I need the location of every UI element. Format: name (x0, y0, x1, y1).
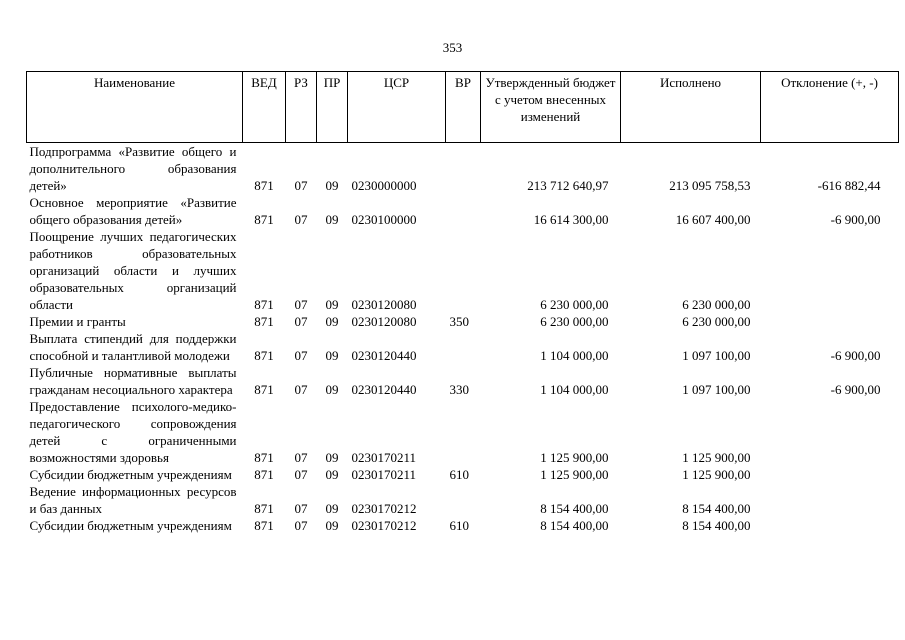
row-approved: 8 154 400,00 (540, 501, 609, 516)
row-csr: 0230170211 (351, 450, 417, 465)
header-rz: РЗ (286, 72, 317, 143)
row-rz: 07 (294, 467, 308, 482)
row-ved: 871 (254, 297, 274, 312)
row-name: Поощрение лучших педагогических работников образовательных организаций области и лучших образовательных организаций области (29, 229, 237, 312)
row-deviation (761, 483, 899, 517)
row-pr: 09 (325, 212, 339, 227)
row-pr: 09 (325, 348, 339, 363)
row-deviation (761, 466, 899, 483)
row-pr: 09 (325, 518, 339, 533)
row-approved: 6 230 000,00 (540, 297, 609, 312)
table-row (27, 143, 899, 195)
row-name: Субсидии бюджетным учреждениям (29, 467, 232, 482)
row-rz: 07 (294, 348, 308, 363)
row-ved: 871 (254, 348, 274, 363)
row-name: Публичные нормативные выплаты гражданам несоциального характера (29, 365, 237, 397)
row-vr (446, 143, 481, 195)
row-csr: 0230120080 (351, 297, 417, 312)
row-rz: 07 (294, 382, 308, 397)
row-deviation: -6 900,00 (830, 348, 881, 363)
row-vr: 350 (449, 314, 469, 329)
header-deviation: Отклонение (+, -) (761, 72, 899, 143)
row-name: Премии и гранты (29, 314, 126, 329)
header-name: Наименование (27, 72, 243, 143)
row-deviation: -6 900,00 (830, 382, 881, 397)
row-executed: 16 607 400,00 (675, 212, 751, 227)
row-ved: 871 (254, 382, 274, 397)
row-pr: 09 (325, 314, 339, 329)
header-approved: Утвержденный бюджет с учетом внесенных изменений (481, 72, 621, 143)
header-csr: ЦСР (348, 72, 446, 143)
row-approved: 1 104 000,00 (540, 348, 609, 363)
row-approved: 1 104 000,00 (540, 382, 609, 397)
row-vr: 610 (449, 518, 469, 533)
table-row (27, 330, 899, 364)
row-csr: 0230120440 (351, 348, 417, 363)
row-deviation (761, 228, 899, 313)
row-name: Выплата стипендий для поддержки способной и талантливой молодежи (29, 331, 237, 363)
row-vr: 330 (449, 382, 469, 397)
row-ved: 871 (254, 314, 274, 329)
table-row (27, 228, 899, 313)
row-csr: 0230120440 (351, 382, 417, 397)
header-executed: Исполнено (621, 72, 761, 143)
row-ved: 871 (254, 178, 274, 193)
row-csr: 0230100000 (351, 212, 417, 227)
row-name: Ведение информационных ресурсов и баз данных (29, 484, 237, 516)
table-row (27, 517, 899, 534)
row-vr (446, 330, 481, 364)
row-approved: 213 712 640,97 (527, 178, 609, 193)
header-ved: ВЕД (243, 72, 286, 143)
table-row (27, 483, 899, 517)
row-ved: 871 (254, 518, 274, 533)
row-rz: 07 (294, 212, 308, 227)
row-executed: 1 125 900,00 (682, 450, 751, 465)
row-csr: 0230000000 (351, 178, 417, 193)
header-pr: ПР (317, 72, 348, 143)
table-header-row (27, 72, 899, 143)
row-vr (446, 194, 481, 228)
row-name: Основное мероприятие «Развитие общего образования детей» (29, 195, 237, 227)
table-row (27, 364, 899, 398)
row-pr: 09 (325, 501, 339, 516)
row-csr: 0230170211 (351, 467, 417, 482)
row-approved: 8 154 400,00 (540, 518, 609, 533)
row-pr: 09 (325, 467, 339, 482)
row-executed: 8 154 400,00 (682, 518, 751, 533)
row-name: Предоставление психолого-медико-педагогического сопровождения детей с ограниченными возможностями здоровья (29, 399, 237, 465)
header-vr: ВР (446, 72, 481, 143)
row-deviation: -6 900,00 (830, 212, 881, 227)
row-csr: 0230170212 (351, 518, 417, 533)
row-executed: 6 230 000,00 (682, 297, 751, 312)
row-deviation: -616 882,44 (817, 178, 881, 193)
row-rz: 07 (294, 450, 308, 465)
row-rz: 07 (294, 501, 308, 516)
row-ved: 871 (254, 467, 274, 482)
row-executed: 1 097 100,00 (682, 382, 751, 397)
row-approved: 16 614 300,00 (533, 212, 609, 227)
row-rz: 07 (294, 178, 308, 193)
row-vr (446, 228, 481, 313)
row-approved: 6 230 000,00 (540, 314, 609, 329)
row-approved: 1 125 900,00 (540, 450, 609, 465)
row-executed: 1 125 900,00 (682, 467, 751, 482)
row-deviation (761, 313, 899, 330)
row-ved: 871 (254, 450, 274, 465)
budget-table (26, 71, 899, 534)
row-pr: 09 (325, 450, 339, 465)
row-pr: 09 (325, 382, 339, 397)
row-csr: 0230120080 (351, 314, 417, 329)
row-deviation (761, 398, 899, 466)
row-pr: 09 (325, 178, 339, 193)
row-executed: 213 095 758,53 (669, 178, 751, 193)
row-executed: 8 154 400,00 (682, 501, 751, 516)
row-csr: 0230170212 (351, 501, 417, 516)
row-ved: 871 (254, 501, 274, 516)
row-vr: 610 (449, 467, 469, 482)
row-vr (446, 483, 481, 517)
row-executed: 1 097 100,00 (682, 348, 751, 363)
row-rz: 07 (294, 314, 308, 329)
table-row (27, 466, 899, 483)
table-row (27, 194, 899, 228)
row-vr (446, 398, 481, 466)
row-name: Субсидии бюджетным учреждениям (29, 518, 232, 533)
row-deviation (761, 517, 899, 534)
row-approved: 1 125 900,00 (540, 467, 609, 482)
row-name: Подпрограмма «Развитие общего и дополнительного образования детей» (29, 144, 237, 193)
row-pr: 09 (325, 297, 339, 312)
table-row (27, 398, 899, 466)
row-ved: 871 (254, 212, 274, 227)
row-rz: 07 (294, 518, 308, 533)
table-row (27, 313, 899, 330)
row-rz: 07 (294, 297, 308, 312)
page-number: 353 (442, 40, 463, 55)
row-executed: 6 230 000,00 (682, 314, 751, 329)
